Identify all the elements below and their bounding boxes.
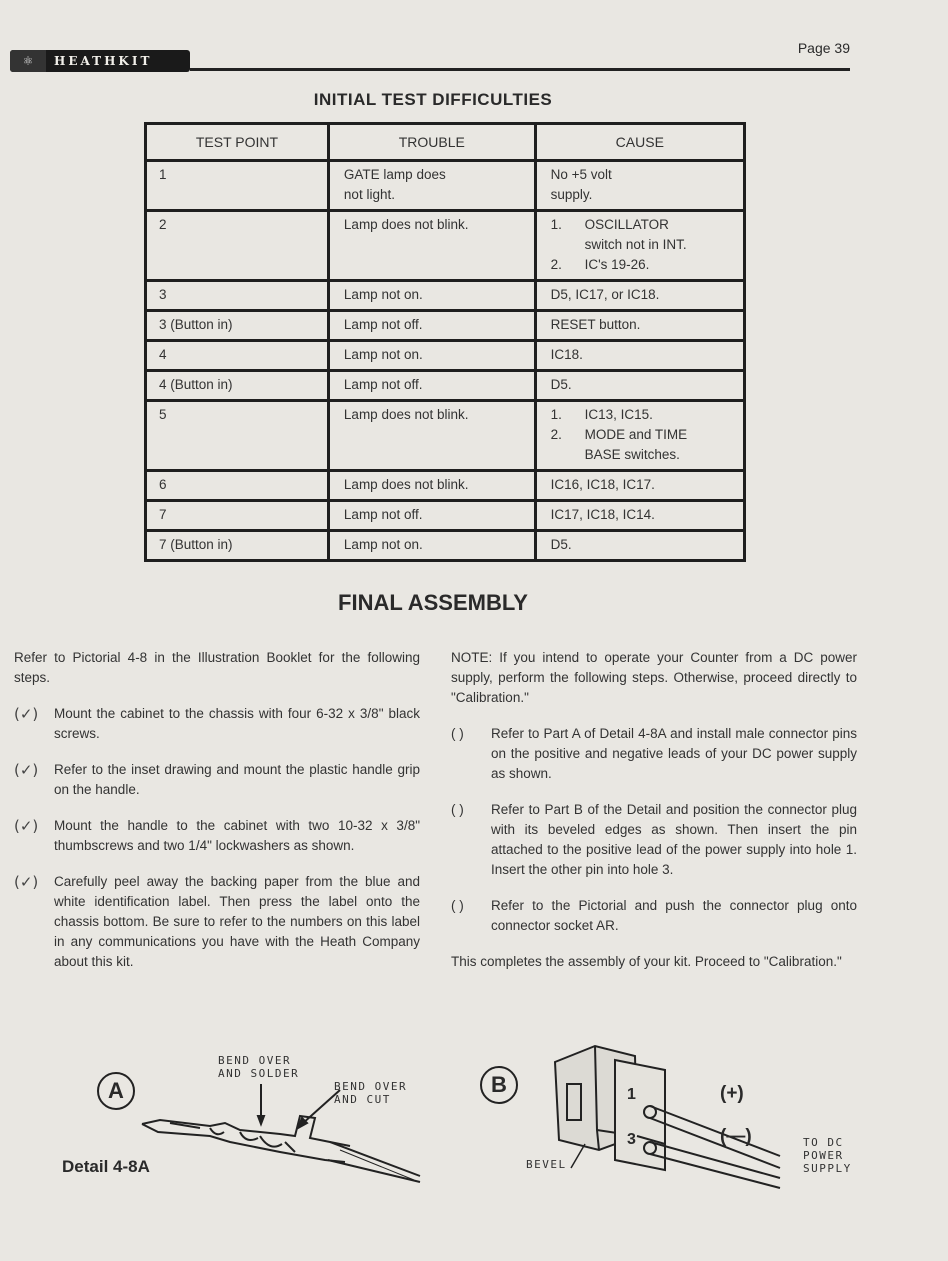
trouble-line: Lamp does not blink.: [343, 477, 469, 492]
table-row: [146, 471, 745, 501]
cause-number: [551, 235, 585, 255]
step-text: Refer to the Pictorial and push the connector plug onto connector socket AR.: [491, 898, 857, 933]
cause-number: 2.: [550, 427, 562, 442]
column-header: TROUBLE: [328, 124, 535, 161]
test-point-cell: 3: [146, 281, 329, 311]
male-pin-drawing: [130, 1076, 430, 1186]
cause-cell: [535, 371, 744, 401]
step-text: Refer to the inset drawing and mount the plastic handle grip on the handle.: [54, 762, 420, 797]
intro-paragraph: Refer to Pictorial 4-8 in the Illustration Booklet for the following steps.: [14, 650, 420, 685]
cause-text: MODE and TIME: [584, 427, 688, 442]
cause-line: [551, 285, 729, 305]
cause-cell: [535, 281, 744, 311]
cause-text: IC16, IC18, IC17.: [550, 477, 655, 492]
table-row: [146, 371, 745, 401]
step-checkbox[interactable]: ( ): [451, 726, 464, 741]
cause-line: [551, 215, 729, 235]
assembly-step: [14, 704, 420, 744]
cause-text: BASE switches.: [584, 447, 680, 462]
assembly-step: [14, 872, 420, 972]
trouble-cell: [328, 161, 535, 211]
step-text: Refer to Part B of the Detail and position the connector plug with its beveled edges as shown. Then insert the pin attached to the positive lead of the power supply into hole 1. Insert the other pin into hole 3.: [491, 802, 857, 877]
detail-caption: Detail 4-8A: [62, 1157, 150, 1176]
step-checkbox[interactable]: (✓): [14, 761, 39, 779]
cause-number: [551, 445, 585, 465]
cause-text: D5.: [550, 537, 572, 552]
right-column: [451, 648, 857, 988]
cause-text: switch not in INT.: [584, 237, 687, 252]
cause-text: IC13, IC15.: [584, 407, 653, 422]
table-row: [146, 341, 745, 371]
label-line: BEND OVER: [218, 1054, 292, 1067]
cause-cell: [535, 311, 744, 341]
note-paragraph: NOTE: If you intend to operate your Counter from a DC power supply, perform the following steps. Otherwise, proceed directly to "Calibration.": [451, 650, 857, 705]
cause-text: IC18.: [550, 347, 583, 362]
trouble-cell: [328, 281, 535, 311]
step-text: Refer to Part A of Detail 4-8A and install male connector pins on the positive and negative leads of your DC power supply as shown.: [491, 726, 857, 781]
column-header: CAUSE: [535, 124, 744, 161]
test-point-cell: 2: [146, 211, 329, 281]
table-row: [146, 501, 745, 531]
cause-text: supply.: [550, 187, 593, 202]
table-row: [146, 401, 745, 471]
trouble-cell: [328, 531, 535, 561]
cause-number: 1.: [550, 217, 562, 232]
label-line: AND CUT: [334, 1093, 391, 1106]
trouble-cell: [328, 371, 535, 401]
final-assembly-title: FINAL ASSEMBLY: [338, 590, 528, 615]
step-checkbox[interactable]: (✓): [14, 873, 39, 891]
trouble-cell: [328, 311, 535, 341]
test-point-cell: 5: [146, 401, 329, 471]
dc-step: [451, 896, 857, 936]
part-a-marker: A: [97, 1072, 135, 1110]
part-b-marker: B: [480, 1066, 518, 1104]
cause-cell: [535, 501, 744, 531]
trouble-line: Lamp does not blink.: [343, 407, 469, 422]
trouble-line: Lamp not on.: [343, 287, 423, 302]
step-checkbox[interactable]: ( ): [451, 802, 464, 817]
cause-number: 2.: [550, 257, 562, 272]
initial-test-title: INITIAL TEST DIFFICULTIES: [313, 90, 553, 109]
step-text: Carefully peel away the backing paper from the blue and white identification label. Then press the label onto the chassis bottom. Be sure to refer to the numbers on this label in any communications you have with the Heath Company about this kit.: [54, 874, 420, 969]
table-row: [146, 311, 745, 341]
trouble-cell: [328, 341, 535, 371]
logo-emblem-icon: ⚛: [10, 50, 46, 72]
cause-line: [551, 345, 729, 365]
trouble-line: Lamp not off.: [343, 377, 423, 392]
assembly-step: [14, 760, 420, 800]
trouble-line: Lamp not off.: [343, 507, 423, 522]
assembly-step: [14, 816, 420, 856]
label-line: POWER: [803, 1149, 844, 1162]
cause-line: [551, 425, 729, 445]
dc-step: [451, 724, 857, 784]
table-row: [146, 281, 745, 311]
table-row: [146, 531, 745, 561]
cause-text: No +5 volt: [550, 167, 612, 182]
trouble-line: GATE lamp does: [343, 167, 446, 182]
test-point-cell: 3 (Button in): [146, 311, 329, 341]
closing-paragraph: This completes the assembly of your kit. Proceed to "Calibration.": [451, 954, 842, 969]
test-point-cell: 4 (Button in): [146, 371, 329, 401]
step-checkbox[interactable]: (✓): [14, 817, 39, 835]
cause-cell: [535, 211, 744, 281]
cause-cell: [535, 341, 744, 371]
test-point-cell: 1: [146, 161, 329, 211]
cause-text: RESET button.: [550, 317, 641, 332]
trouble-cell: [328, 401, 535, 471]
cause-text: IC17, IC18, IC14.: [550, 507, 655, 522]
label-line: AND SOLDER: [218, 1067, 300, 1080]
trouble-cell: [328, 501, 535, 531]
test-point-cell: 6: [146, 471, 329, 501]
cause-line: [551, 235, 729, 255]
cause-text: OSCILLATOR: [584, 217, 669, 232]
cause-line: [551, 315, 729, 335]
table-header-row: [146, 124, 745, 161]
cause-text: D5, IC17, or IC18.: [550, 287, 660, 302]
cause-cell: [535, 161, 744, 211]
trouble-cell: [328, 471, 535, 501]
cause-number: 1.: [550, 407, 562, 422]
cause-line: [551, 535, 729, 555]
step-text: Mount the cabinet to the chassis with four 6-32 x 3/8" black screws.: [54, 706, 420, 741]
trouble-cell: [328, 211, 535, 281]
trouble-line: Lamp not on.: [343, 537, 423, 552]
cause-text: D5.: [550, 377, 572, 392]
cause-line: [551, 475, 729, 495]
label-line: SUPPLY: [803, 1162, 852, 1175]
test-point-cell: 4: [146, 341, 329, 371]
test-point-cell: 7: [146, 501, 329, 531]
positive-label: (+): [720, 1083, 744, 1104]
to-dc-power-label: [803, 1136, 852, 1175]
table-row: [146, 161, 745, 211]
cause-line: [551, 445, 729, 465]
trouble-line: Lamp not off.: [343, 317, 423, 332]
page-number: Page 39: [797, 40, 850, 56]
cause-line: [551, 505, 729, 525]
label-line: BEND OVER: [334, 1080, 408, 1093]
cause-line: [551, 165, 729, 185]
dc-step: [451, 800, 857, 880]
table-row: [146, 211, 745, 281]
bevel-label: BEVEL: [526, 1158, 567, 1171]
column-header: TEST POINT: [146, 124, 329, 161]
step-checkbox[interactable]: ( ): [451, 898, 464, 913]
trouble-line: Lamp not on.: [343, 347, 423, 362]
test-point-cell: 7 (Button in): [146, 531, 329, 561]
cause-line: [551, 255, 729, 275]
step-text: Mount the handle to the cabinet with two 10-32 x 3/8" thumbscrews and two 1/4" lockwashers as shown.: [54, 818, 420, 853]
cause-line: [551, 185, 729, 205]
cause-cell: [535, 401, 744, 471]
heathkit-logo: [10, 50, 190, 72]
cause-line: [551, 375, 729, 395]
label-line: TO DC: [803, 1136, 844, 1149]
hole-1-label: 1: [627, 1086, 636, 1103]
step-checkbox[interactable]: (✓): [14, 705, 39, 723]
logo-text: HEATHKIT: [54, 54, 153, 68]
trouble-table: [144, 122, 746, 562]
hole-3-label: 3: [627, 1131, 636, 1148]
cause-line: [551, 405, 729, 425]
trouble-line: Lamp does not blink.: [343, 217, 469, 232]
cause-cell: [535, 471, 744, 501]
negative-label: (—): [720, 1126, 752, 1147]
trouble-line: not light.: [343, 187, 395, 202]
header-rule: [190, 68, 850, 71]
left-column: [14, 648, 420, 988]
cause-text: IC's 19-26.: [584, 257, 650, 272]
cause-cell: [535, 531, 744, 561]
